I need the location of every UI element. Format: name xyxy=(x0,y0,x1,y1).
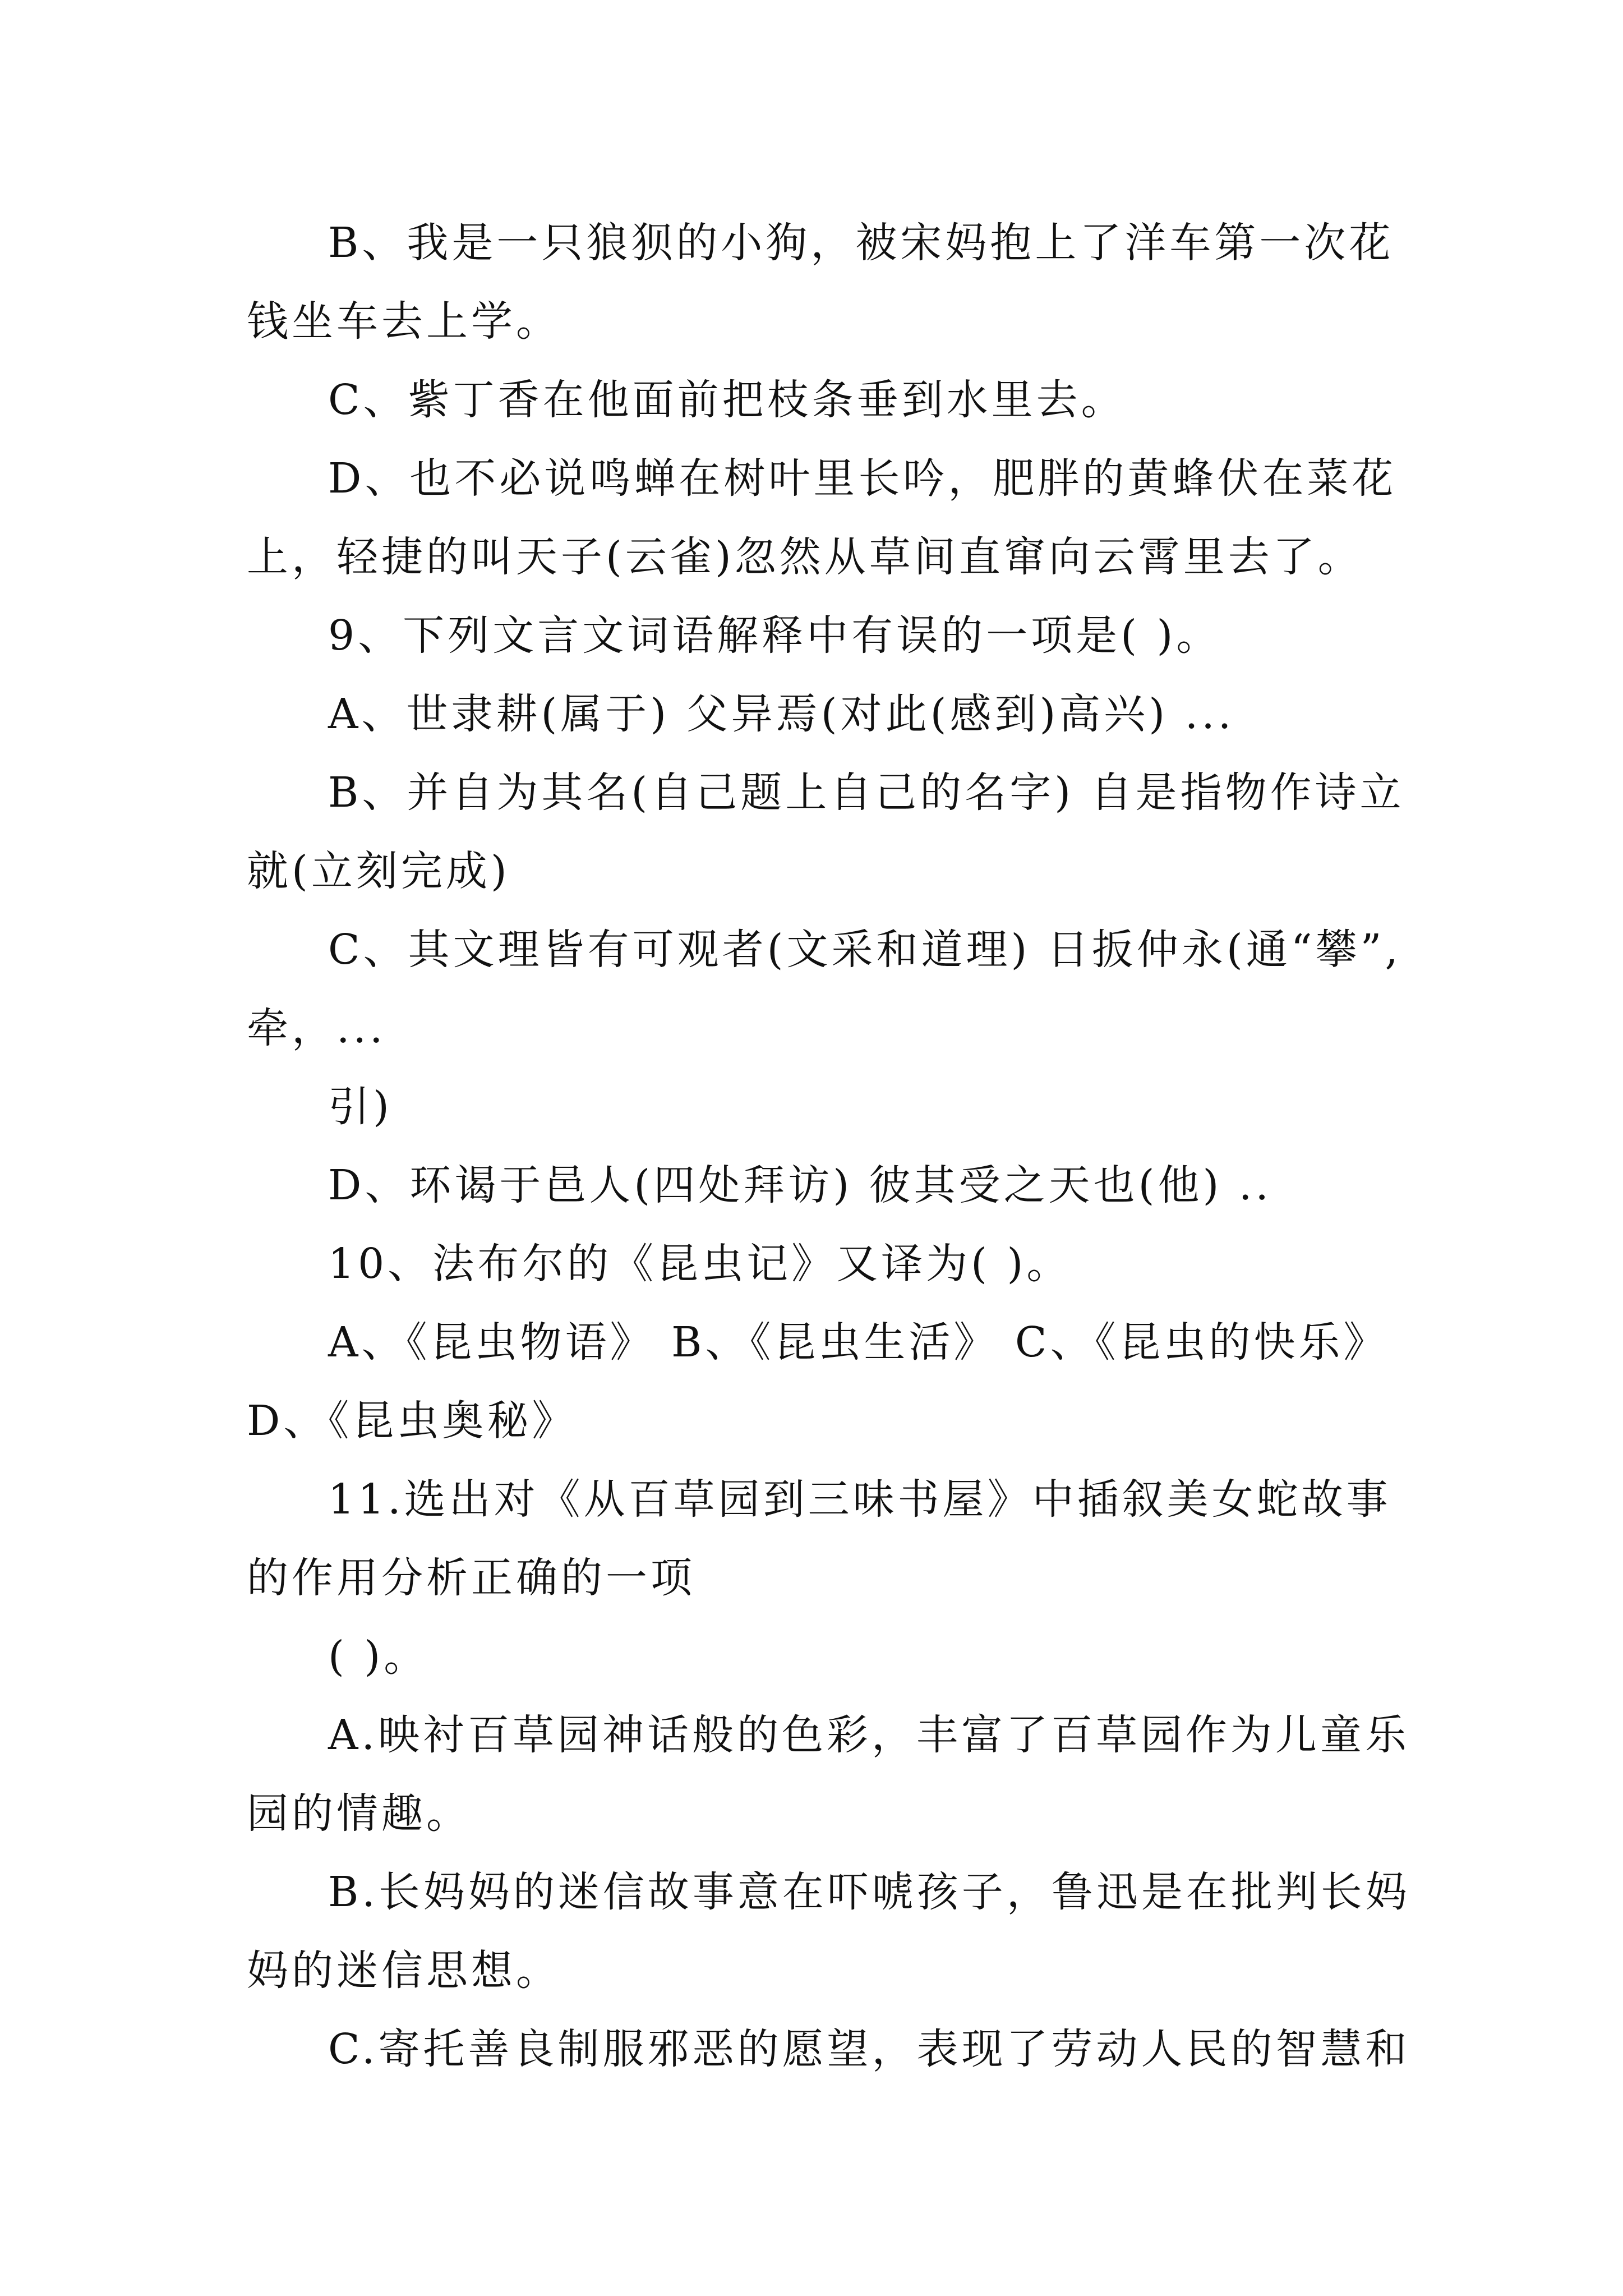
option-9b-line-2: 就(立刻完成) xyxy=(247,847,510,895)
option-9c-line-3: 引) xyxy=(328,1083,393,1131)
option-8b-line-1: B、我是一只狼狈的小狗，被宋妈抱上了洋车第一次花 xyxy=(328,219,1394,267)
question-9: 9、下列文言文词语解释中有误的一项是( )。 xyxy=(328,611,1221,660)
option-11b-line-2: 妈的迷信思想。 xyxy=(247,1947,561,1995)
option-11c-line-1: C.寄托善良制服邪恶的愿望，表现了劳动人民的智慧和 xyxy=(328,2025,1410,2073)
options-10-abc: A、《昆虫物语》 B、《昆虫生活》 C、《昆虫的快乐》 xyxy=(328,1318,1389,1366)
option-11a-line-2: 园的情趣。 xyxy=(247,1789,471,1838)
option-11a-line-1: A.映衬百草园神话般的色彩，丰富了百草园作为儿童乐 xyxy=(328,1711,1410,1759)
option-9c-line-2: 牵，... xyxy=(247,1004,386,1052)
option-9b-line-1: B、并自为其名(自己题上自己的名字) 自是指物作诗立 xyxy=(328,769,1405,817)
question-11-line-2: 的作用分析正确的一项 xyxy=(247,1554,695,1602)
option-8b-line-2: 钱坐车去上学。 xyxy=(247,297,561,346)
question-11-line-1: 11.选出对《从百草园到三味书屋》中插叙美女蛇故事 xyxy=(328,1475,1391,1524)
option-8c: C、紫丁香在他面前把枝条垂到水里去。 xyxy=(328,376,1126,424)
option-9d: D、环谒于邑人(四处拜访) 彼其受之天也(他) .. xyxy=(328,1161,1272,1209)
question-11-line-3: ( )。 xyxy=(328,1632,429,1681)
option-8d-line-1: D、也不必说鸣蝉在树叶里长吟，肥胖的黄蜂伏在菜花 xyxy=(328,454,1397,503)
option-10d: D、《昆虫奥秘》 xyxy=(247,1397,577,1445)
option-9c-line-1: C、其文理皆有可观者(文采和道理) 日扳仲永(通“攀”, xyxy=(328,926,1401,974)
question-10: 10、法布尔的《昆虫记》又译为( )。 xyxy=(328,1240,1072,1288)
option-11b-line-1: B.长妈妈的迷信故事意在吓唬孩子，鲁迅是在批判长妈 xyxy=(328,1868,1410,1916)
option-8d-line-2: 上，轻捷的叫天子(云雀)忽然从草间直窜向云霄里去了。 xyxy=(247,533,1363,581)
option-9a: A、世隶耕(属于) 父异焉(对此(感到)高兴) ... xyxy=(328,690,1235,738)
